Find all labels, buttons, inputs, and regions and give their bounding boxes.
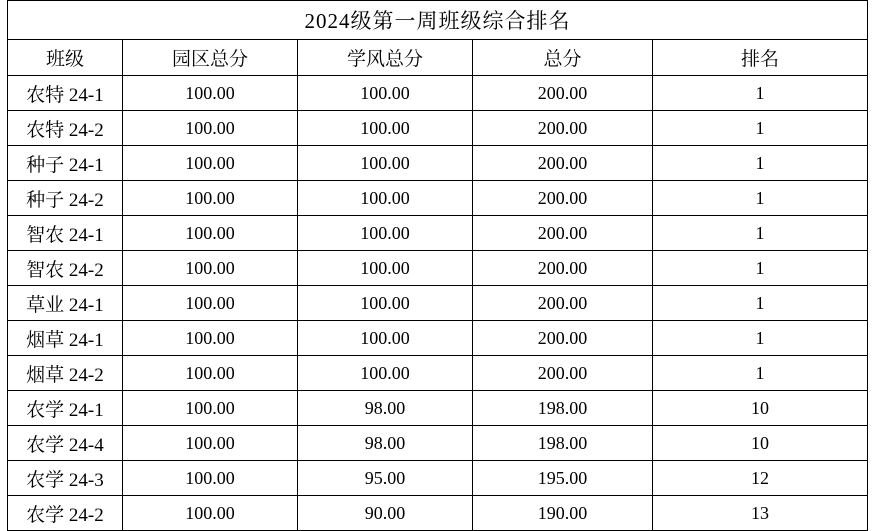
cell-style-score: 100.00 (297, 111, 472, 146)
cell-style-score: 100.00 (297, 146, 472, 181)
cell-park-score: 100.00 (122, 216, 297, 251)
cell-total-score: 200.00 (472, 321, 652, 356)
table-row (7, 181, 867, 216)
cell-style-score: 98.00 (297, 391, 472, 426)
cell-total-score: 200.00 (472, 286, 652, 321)
table-row (7, 356, 867, 391)
cell-class: 智农 24-1 (7, 216, 122, 251)
class-ranking-table (7, 0, 868, 531)
cell-rank: 1 (652, 76, 867, 111)
cell-park-score: 100.00 (122, 426, 297, 461)
cell-rank: 1 (652, 146, 867, 181)
cell-style-score: 100.00 (297, 356, 472, 391)
column-header-park-score: 园区总分 (122, 40, 297, 76)
cell-class: 烟草 24-2 (7, 356, 122, 391)
cell-total-score: 198.00 (472, 391, 652, 426)
table-row (7, 391, 867, 426)
cell-total-score: 200.00 (472, 146, 652, 181)
cell-total-score: 200.00 (472, 181, 652, 216)
cell-class: 烟草 24-1 (7, 321, 122, 356)
cell-park-score: 100.00 (122, 286, 297, 321)
table-title: 2024级第一周班级综合排名 (7, 1, 867, 40)
cell-park-score: 100.00 (122, 461, 297, 496)
table-row (7, 251, 867, 286)
cell-total-score: 195.00 (472, 461, 652, 496)
cell-total-score: 200.00 (472, 76, 652, 111)
cell-park-score: 100.00 (122, 321, 297, 356)
cell-total-score: 200.00 (472, 251, 652, 286)
table-row (7, 216, 867, 251)
cell-style-score: 100.00 (297, 216, 472, 251)
column-header-rank: 排名 (652, 40, 867, 76)
table-row (7, 76, 867, 111)
cell-total-score: 200.00 (472, 356, 652, 391)
cell-park-score: 100.00 (122, 251, 297, 286)
cell-class: 种子 24-1 (7, 146, 122, 181)
cell-rank: 1 (652, 111, 867, 146)
column-header-study-style-score: 学风总分 (297, 40, 472, 76)
cell-park-score: 100.00 (122, 111, 297, 146)
cell-rank: 1 (652, 321, 867, 356)
cell-park-score: 100.00 (122, 181, 297, 216)
cell-class: 农特 24-1 (7, 76, 122, 111)
cell-class: 智农 24-2 (7, 251, 122, 286)
cell-style-score: 100.00 (297, 76, 472, 111)
header-row (7, 40, 867, 76)
cell-class: 农学 24-3 (7, 461, 122, 496)
cell-style-score: 100.00 (297, 321, 472, 356)
column-header-total-score: 总分 (472, 40, 652, 76)
cell-rank: 10 (652, 391, 867, 426)
table-row (7, 426, 867, 461)
cell-park-score: 100.00 (122, 76, 297, 111)
cell-class: 农学 24-1 (7, 391, 122, 426)
cell-park-score: 100.00 (122, 146, 297, 181)
cell-rank: 1 (652, 356, 867, 391)
cell-style-score: 95.00 (297, 461, 472, 496)
column-header-class: 班级 (7, 40, 122, 76)
cell-class: 草业 24-1 (7, 286, 122, 321)
cell-park-score: 100.00 (122, 391, 297, 426)
cell-rank: 1 (652, 181, 867, 216)
cell-park-score: 100.00 (122, 356, 297, 391)
table-row (7, 496, 867, 531)
cell-class: 农学 24-2 (7, 496, 122, 531)
cell-park-score: 100.00 (122, 496, 297, 531)
cell-rank: 13 (652, 496, 867, 531)
cell-style-score: 90.00 (297, 496, 472, 531)
cell-style-score: 100.00 (297, 181, 472, 216)
table-row (7, 111, 867, 146)
table-row (7, 286, 867, 321)
table-row (7, 321, 867, 356)
cell-class: 农学 24-4 (7, 426, 122, 461)
cell-rank: 1 (652, 286, 867, 321)
cell-total-score: 190.00 (472, 496, 652, 531)
cell-style-score: 100.00 (297, 251, 472, 286)
table-body (7, 1, 867, 531)
table-row (7, 146, 867, 181)
cell-rank: 1 (652, 216, 867, 251)
cell-total-score: 200.00 (472, 111, 652, 146)
cell-rank: 10 (652, 426, 867, 461)
cell-rank: 12 (652, 461, 867, 496)
table-row (7, 461, 867, 496)
cell-class: 农特 24-2 (7, 111, 122, 146)
cell-style-score: 100.00 (297, 286, 472, 321)
cell-total-score: 200.00 (472, 216, 652, 251)
cell-style-score: 98.00 (297, 426, 472, 461)
title-row (7, 1, 867, 40)
cell-class: 种子 24-2 (7, 181, 122, 216)
cell-total-score: 198.00 (472, 426, 652, 461)
cell-rank: 1 (652, 251, 867, 286)
